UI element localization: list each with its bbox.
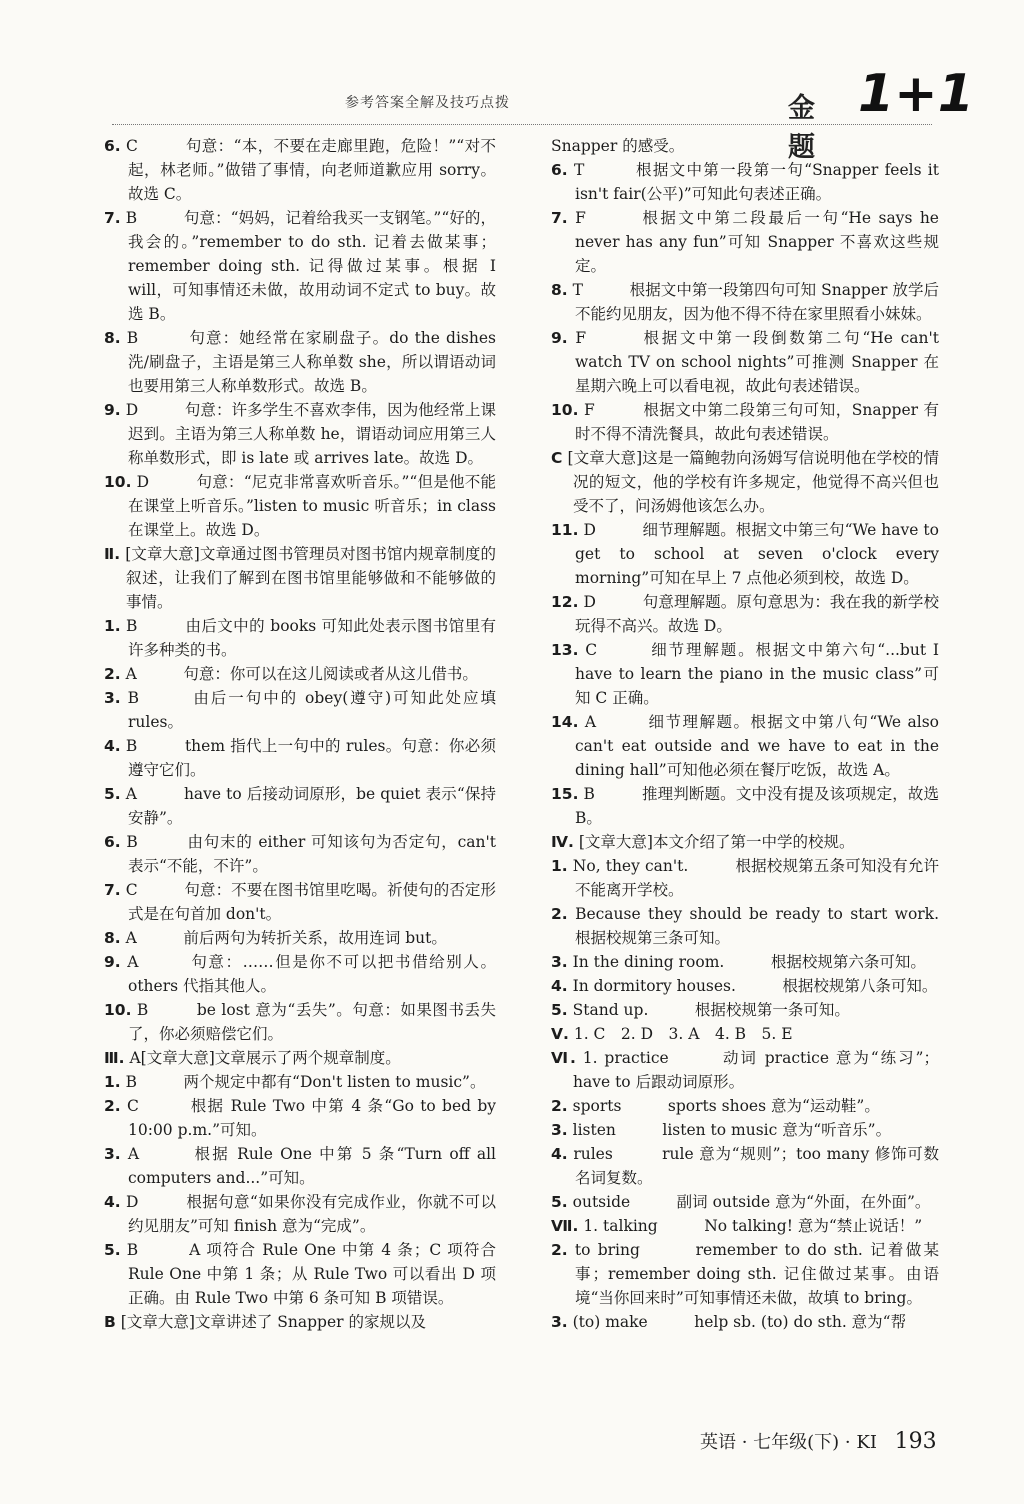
answer-item xyxy=(104,398,496,470)
item-number: 9. xyxy=(551,329,568,347)
item-number: 1. xyxy=(551,857,568,875)
item-number: 12. xyxy=(551,593,579,611)
answer-item xyxy=(551,1142,939,1190)
answer-item xyxy=(551,902,986,950)
item-text: A have to 后接动词原形，be quiet 表示“保持安静”。 xyxy=(125,785,496,827)
item-number: 7. xyxy=(104,881,121,899)
answer-item xyxy=(104,998,496,1046)
answer-item xyxy=(104,950,496,998)
item-text: A 细节理解题。根据文中第八句“We also can't eat outside and we have to eat in the dining hall”可知他必须在餐厅吃饭，故选 A。 xyxy=(575,713,939,779)
answer-item xyxy=(551,1190,939,1214)
item-text: No, they can't. 根据校规第五条可知没有允许不能离开学校。 xyxy=(572,857,939,899)
item-number: Ⅲ. xyxy=(104,1049,125,1067)
item-number: 3. xyxy=(551,1121,568,1139)
item-text: 1. C 2. D 3. A 4. B 5. E xyxy=(573,1025,793,1043)
item-number: 10. xyxy=(104,1001,132,1019)
item-text: D 细节理解题。根据文中第三句“We have to get to school at seven o'clock every morning”可知在早上 7 点他必须到校，故选 D。 xyxy=(575,521,939,587)
item-number: 4. xyxy=(104,737,121,755)
answer-item xyxy=(551,326,939,398)
item-number: 9. xyxy=(104,953,121,971)
item-text: T 根据文中第一段第四句可知 Snapper 放学后不能约见朋友，因为他不得不待在家里照看小妹妹。 xyxy=(572,281,939,323)
item-number: 9. xyxy=(104,401,121,419)
item-number: 10. xyxy=(551,401,579,419)
item-number: Ⅶ. xyxy=(551,1217,579,1235)
answer-item xyxy=(104,1094,496,1142)
answer-item xyxy=(551,158,939,206)
brand-number: 1+1 xyxy=(858,64,974,124)
answer-item xyxy=(551,134,939,158)
item-text: D 句意：许多学生不喜欢李伟，因为他经常上课迟到。主语为第三人称单数 he，谓语动词应用第三人称单数形式，即 is late 或 arrives late。故选 D。 xyxy=(125,401,496,467)
answer-item xyxy=(551,830,939,854)
item-text: T 根据文中第一段第一句“Snapper feels it isn't fair(公平)”可知此句表述正确。 xyxy=(573,161,939,203)
item-text: (to) make help sb. (to) do sth. 意为“帮 xyxy=(572,1313,907,1331)
answer-item xyxy=(104,134,496,206)
item-text: A 根据 Rule One 中第 5 条“Turn off all computers and...”可知。 xyxy=(127,1145,496,1187)
answer-item xyxy=(551,1310,939,1334)
answer-item xyxy=(104,1070,496,1094)
right-column xyxy=(551,134,986,1334)
answer-item xyxy=(104,206,496,326)
item-number: Ⅵ. xyxy=(551,1049,576,1067)
item-number: 2. xyxy=(104,665,121,683)
item-text: B them 指代上一句中的 rules。句意：你必须遵守它们。 xyxy=(125,737,496,779)
page-footer xyxy=(700,1428,937,1454)
answer-item xyxy=(551,710,939,782)
answer-item xyxy=(104,734,496,782)
answer-item xyxy=(551,398,939,446)
answer-item xyxy=(551,590,939,638)
answer-item xyxy=(551,278,939,326)
item-number: 13. xyxy=(551,641,579,659)
item-number: 8. xyxy=(104,329,121,347)
answer-item xyxy=(104,1046,496,1070)
answer-item xyxy=(551,950,939,974)
answer-item xyxy=(104,1190,496,1238)
item-text: C 细节理解题。根据文中第六句“...but I have to learn the piano in the music class”可知 C 正确。 xyxy=(575,641,940,707)
item-text: Stand up. 根据校规第一条可知。 xyxy=(572,1001,850,1019)
item-text: Snapper 的感受。 xyxy=(551,137,685,155)
item-text: sports sports shoes 意为“运动鞋”。 xyxy=(572,1097,880,1115)
answer-item xyxy=(551,1214,939,1238)
item-text: B 推理判断题。文中没有提及该项规定，故选 B。 xyxy=(575,785,939,827)
answer-item xyxy=(551,1046,939,1094)
item-text: C 句意：不要在图书馆里吃喝。祈使句的否定形式是在句首加 don't。 xyxy=(125,881,496,923)
item-number: 11. xyxy=(551,521,579,539)
page-number: 193 xyxy=(894,1429,937,1454)
item-text: B 句意：“妈妈，记着给我买一支钢笔。”“好的，我会的。”remember to do sth. 记着去做某事；remember doing sth. 记得做过某事。根据 I will，可知事情还未做，故用动词不定式 to buy。故选 B。 xyxy=(125,209,496,323)
item-text: F 根据文中第一段倒数第二句“He can't watch TV on school nights”可推测 Snapper 在星期六晚上可以看电视，故此句表述错误。 xyxy=(575,329,939,395)
item-text: [文章大意]这是一篇鲍勃向汤姆写信说明他在学校的情况的短文，他的学校有许多规定，他觉得不高兴但也受不了，问汤姆他该怎么办。 xyxy=(567,449,939,515)
item-text: [文章大意]本文介绍了第一中学的校规。 xyxy=(578,833,855,851)
item-text: D 根据句意“如果你没有完成作业，你就不可以约见朋友”可知 finish 意为“完成”。 xyxy=(126,1193,496,1235)
item-number: 5. xyxy=(104,1241,121,1259)
item-text: 1. talking No talking! 意为“禁止说话！” xyxy=(583,1217,923,1235)
item-number: 15. xyxy=(551,785,579,803)
answer-item xyxy=(551,998,939,1022)
answer-item xyxy=(104,542,496,614)
answer-item xyxy=(104,614,496,662)
item-text: F 根据文中第二段最后一句“He says he never has any fun”可知 Snapper 不喜欢这些规定。 xyxy=(575,209,939,275)
answer-item xyxy=(551,638,939,710)
item-text: listen listen to music 意为“听音乐”。 xyxy=(572,1121,892,1139)
item-number: 4. xyxy=(104,1193,121,1211)
answer-item xyxy=(104,878,496,926)
answer-item xyxy=(551,518,939,590)
item-text: D 句意：“尼克非常喜欢听音乐。”“但是他不能在课堂上听音乐。”listen to music 听音乐；in class 在课堂上。故选 D。 xyxy=(128,473,496,539)
item-number: 8. xyxy=(104,929,121,947)
answer-item xyxy=(104,470,496,542)
answer-item xyxy=(104,662,496,686)
answer-item xyxy=(104,686,496,734)
header-subtitle: 参考答案全解及技巧点拨 xyxy=(345,95,510,111)
answer-item xyxy=(551,782,939,830)
item-number: Ⅳ. xyxy=(551,833,574,851)
item-number: 14. xyxy=(551,713,579,731)
answer-item xyxy=(104,1238,496,1310)
item-number: 1. xyxy=(104,1073,121,1091)
item-text: B 由句末的 either 可知该句为否定句，can't 表示“不能，不许”。 xyxy=(126,833,496,875)
item-number: 5. xyxy=(551,1193,568,1211)
item-number: 10. xyxy=(104,473,132,491)
item-text: B 由后一句中的 obey(遵守)可知此处应填 rules。 xyxy=(127,689,496,731)
answer-item xyxy=(551,1238,939,1310)
item-text: to bring remember to do sth. 记着做某事；remember doing sth. 记住做过某事。由语境“当你回来时”可知事情还未做，故填 to bring。 xyxy=(574,1241,939,1307)
item-number: 2. xyxy=(104,1097,121,1115)
left-column xyxy=(104,134,496,1334)
item-text: A 句意：你可以在这儿阅读或者从这儿借书。 xyxy=(125,665,478,683)
answer-item xyxy=(104,1310,496,1334)
answer-item xyxy=(104,782,496,830)
answer-item xyxy=(104,926,496,950)
item-number: 6. xyxy=(104,137,121,155)
item-text: B A 项符合 Rule One 中第 4 条；C 项符合 Rule One 中第 1 条；从 Rule Two 可以看出 D 项正确。由 Rule Two 中第 6 条可知 B 项错误。 xyxy=(126,1241,496,1307)
item-text: B 由后文中的 books 可知此处表示图书馆里有许多种类的书。 xyxy=(126,617,496,659)
item-number: B xyxy=(104,1313,116,1331)
item-text: B be lost 意为“丢失”。句意：如果图书丢失了，你必须赔偿它们。 xyxy=(128,1001,496,1043)
item-number: 6. xyxy=(551,161,568,179)
item-number: 3. xyxy=(104,1145,121,1163)
item-text: In the dining room. 根据校规第六条可知。 xyxy=(572,953,926,971)
item-number: 7. xyxy=(104,209,121,227)
item-number: 6. xyxy=(104,833,121,851)
item-text: 1. practice 动词 practice 意为“练习”；have to 后跟动词原形。 xyxy=(573,1049,939,1091)
item-number: 3. xyxy=(104,689,121,707)
item-text: C 句意：“本，不要在走廊里跑，危险！”“对不起，林老师。”做错了事情，向老师道歉应用 sorry。故选 C。 xyxy=(126,137,496,203)
item-text: [文章大意]文章通过图书管理员对图书馆内规章制度的叙述，让我们了解到在图书馆里能够做和不能够做的事情。 xyxy=(125,545,496,611)
answer-item xyxy=(104,830,496,878)
item-number: 1. xyxy=(104,617,121,635)
item-number: 4. xyxy=(551,1145,568,1163)
answer-item xyxy=(104,1142,496,1190)
answer-item xyxy=(551,974,939,998)
item-text: Because they should be ready to start work. 根据校规第三条可知。 xyxy=(575,905,986,947)
item-number: 5. xyxy=(104,785,121,803)
item-number: 2. xyxy=(551,1241,568,1259)
item-text: D 句意理解题。原句意思为：我在我的新学校玩得不高兴。故选 D。 xyxy=(575,593,939,635)
item-number: C xyxy=(551,449,563,467)
answer-item xyxy=(104,326,496,398)
item-text: A 句意：……但是你不可以把书借给别人。others 代指其他人。 xyxy=(127,953,496,995)
item-text: B 两个规定中都有“Don't listen to music”。 xyxy=(125,1073,486,1091)
item-text: outside 副词 outside 意为“外面，在外面”。 xyxy=(572,1193,931,1211)
item-text: C 根据 Rule Two 中第 4 条“Go to bed by 10:00 p.m.”可知。 xyxy=(126,1097,496,1139)
item-number: 4. xyxy=(551,977,568,995)
item-number: 2. xyxy=(551,1097,568,1115)
item-text: A 前后两句为转折关系，故用连词 but。 xyxy=(125,929,447,947)
answer-item xyxy=(551,446,939,518)
answer-item xyxy=(551,854,939,902)
brand-text: 金题 xyxy=(788,93,816,163)
answer-item xyxy=(551,206,939,278)
item-number: 3. xyxy=(551,953,568,971)
item-text: B 句意：她经常在家刷盘子。do the dishes 洗/刷盘子，主语是第三人称单数 she，所以谓语动词也要用第三人称单数形式。故选 B。 xyxy=(126,329,496,395)
answer-item xyxy=(551,1094,939,1118)
answer-item xyxy=(551,1118,939,1142)
item-number: Ⅱ. xyxy=(104,545,121,563)
item-text: [文章大意]文章讲述了 Snapper 的家规以及 xyxy=(120,1313,426,1331)
item-number: 7. xyxy=(551,209,568,227)
item-number: Ⅴ. xyxy=(551,1025,569,1043)
answer-item xyxy=(551,1022,939,1046)
item-number: 5. xyxy=(551,1001,568,1019)
item-text: In dormitory houses. 根据校规第八条可知。 xyxy=(572,977,938,995)
item-number: 2. xyxy=(551,905,568,923)
item-text: A[文章大意]文章展示了两个规章制度。 xyxy=(129,1049,401,1067)
item-text: rules rule 意为“规则”；too many 修饰可数名词复数。 xyxy=(573,1145,940,1187)
item-number: 3. xyxy=(551,1313,568,1331)
footer-subject: 英语 · 七年级(下) · KI xyxy=(700,1432,877,1453)
item-text: F 根据文中第二段第三句可知，Snapper 有时不得不清洗餐具，故此句表述错误。 xyxy=(575,401,939,443)
item-number: 8. xyxy=(551,281,568,299)
